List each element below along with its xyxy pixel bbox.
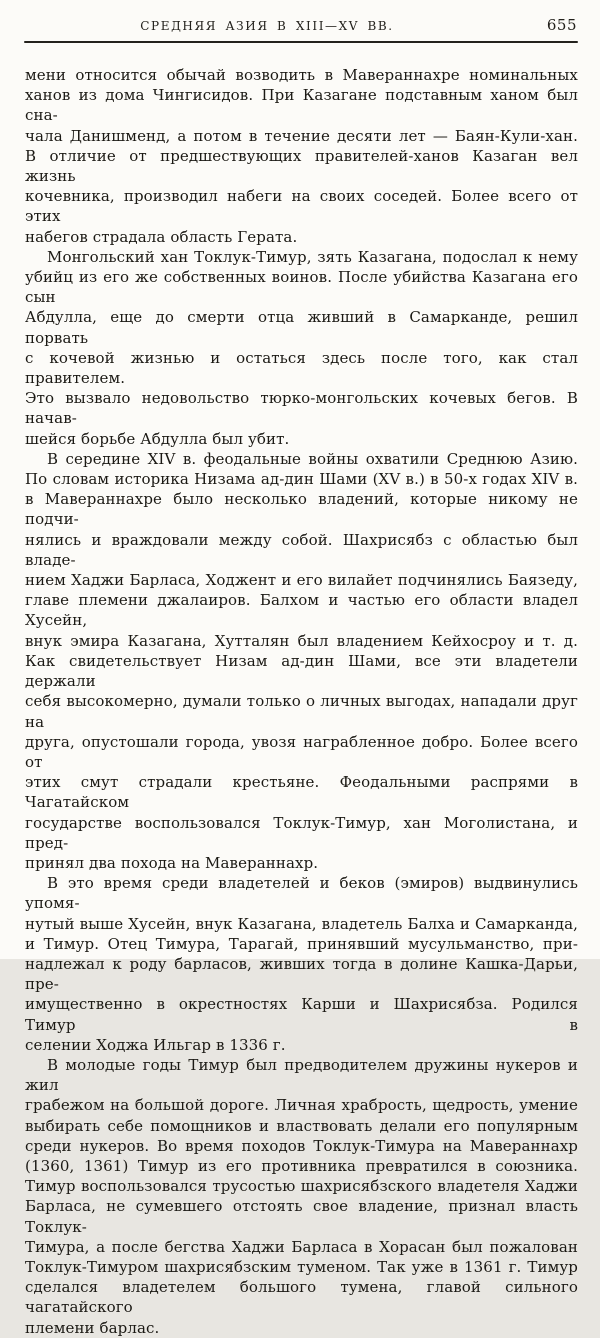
text-line: в Мавераннахре было несколько владений, которые никому не подчи- — [25, 490, 578, 529]
text-block — [25, 65, 578, 1338]
paragraph — [25, 873, 578, 1055]
text-line: Барласа, не сумевшего отстоять свое владение, признал власть Токлук- — [25, 1197, 578, 1236]
text-line: с кочевой жизнью и остаться здесь после того, как стал правителем. — [25, 348, 578, 388]
paragraph — [25, 1055, 578, 1338]
text-line: нялись и враждовали между собой. Шахрисябз с областью был владе- — [25, 530, 578, 569]
text-line: Тимура, а после бегства Хаджи Барласа в Хорасан был пожалован — [25, 1237, 578, 1256]
text-line: В середине XIV в. феодальные войны охватили Среднюю Азию. — [47, 449, 578, 468]
text-line: имущественно в окрестностях Карши и Шахрисябза. Родился Тимур в — [25, 995, 578, 1034]
text-line: нутый выше Хусейн, внук Казагана, владетель Балха и Самарканда, — [25, 914, 578, 933]
text-line: друга, опустошали города, увозя награбленное добро. Более всего от — [25, 732, 578, 771]
text-line: В это время среди владетелей и беков (эмиров) выдвинулись упомя- — [25, 874, 578, 913]
text-line: шейся борьбе Абдулла был убит. — [25, 429, 290, 448]
text-line: селении Ходжа Ильгар в 1336 г. — [25, 1035, 286, 1054]
text-line: ханов из дома Чингисидов. При Казагане подставным ханом был сна- — [25, 86, 578, 125]
text-line: выбирать себе помощников и властвовать делали его популярным — [25, 1116, 578, 1135]
text-line: надлежал к роду барласов, живших тогда в долине Кашка-Дарьи, пре- — [25, 954, 578, 994]
text-line: Монгольский хан Токлук-Тимур, зять Казагана, подослал к нему — [47, 247, 578, 266]
text-line: чала Данишменд, а потом в течение десяти лет — Баян-Кули-хан. — [25, 126, 578, 145]
text-line: мени относится обычай возводить в Мавераннахре номинальных — [25, 66, 578, 84]
paragraph — [25, 247, 578, 449]
text-line: среди нукеров. Во время походов Токлук-Тимура на Мавераннахр — [25, 1136, 578, 1155]
text-line: грабежом на большой дороге. Личная храбрость, щедрость, умение — [25, 1096, 578, 1115]
text-line: внук эмира Казагана, Хутталян был владением Кейхосроу и т. д. — [25, 631, 578, 650]
text-line: государстве воспользовался Токлук-Тимур, хан Моголистана, и пред- — [25, 813, 578, 852]
text-line: главе племени джалаиров. Балхом и частью его области владел Хусейн, — [25, 591, 578, 630]
text-line: кочевника, производил набеги на своих соседей. Более всего от этих — [25, 187, 578, 226]
text-line: нием Хаджи Барласа, Ходжент и его вилайет подчинялись Баязеду, — [25, 571, 578, 590]
text-line: Абдулла, еще до смерти отца живший в Самарканде, решил порвать — [25, 308, 578, 347]
page-number: 655 — [546, 16, 577, 34]
text-line: набегов страдала область Герата. — [25, 227, 298, 246]
text-line: принял два похода на Мавераннахр. — [25, 853, 319, 872]
text-line: и Тимур. Отец Тимура, Тарагай, принявший мусульманство, при- — [25, 934, 578, 953]
text-line: убийц из его же собственных воинов. После убийства Казагана его сын — [25, 268, 578, 307]
text-line: Тимур воспользовался трусостью шахрисябзского владетеля Хаджи — [25, 1177, 578, 1196]
running-title: СРЕДНЯЯ АЗИЯ В XIII—XV ВВ. — [140, 19, 394, 33]
header-rule — [24, 41, 578, 43]
paragraph — [25, 65, 578, 247]
text-line: племени барлас. — [25, 1318, 160, 1337]
paragraph — [25, 449, 578, 873]
text-line: Это вызвало недовольство тюрко-монгольских кочевых бегов. В начав- — [25, 389, 578, 428]
text-line: Как свидетельствует Низам ад-дин Шами, все эти владетели держали — [25, 651, 578, 691]
text-line: этих смут страдали крестьяне. Феодальными распрями в Чагатайском — [25, 773, 578, 812]
text-line: В отличие от предшествующих правителей-ханов Казаган вел жизнь — [25, 146, 578, 186]
text-line: сделался владетелем большого тумена, главой сильного чагатайского — [25, 1278, 578, 1317]
text-line: По словам историка Низама ад-дин Шами (XV в.) в 50-х годах XIV в. — [25, 470, 578, 489]
text-line: (1360, 1361) Тимур из его противника превратился в союзника. — [25, 1156, 578, 1175]
text-line: В молодые годы Тимур был предводителем дружины нукеров и жил — [25, 1055, 578, 1095]
text-line: себя высокомерно, думали только о личных выгодах, нападали друг на — [25, 692, 578, 731]
text-line: Токлук-Тимуром шахрисябзским туменом. Так уже в 1361 г. Тимур — [25, 1257, 578, 1276]
